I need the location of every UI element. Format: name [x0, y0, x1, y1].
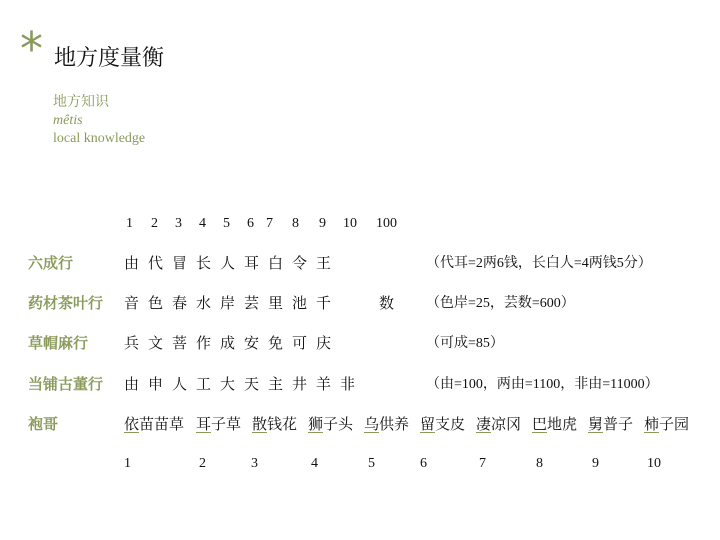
cipher-char: 王 — [316, 256, 332, 272]
subtitle-block — [53, 94, 145, 148]
category-label: 六成行 — [28, 256, 74, 272]
cipher-char: 由 — [124, 256, 140, 272]
cipher-char: 菩 — [172, 336, 188, 352]
code-word-rest: 子草 — [211, 417, 242, 433]
cipher-char: 安 — [244, 336, 260, 352]
bottom-number: 7 — [479, 456, 486, 471]
code-word-first-char: 柿 — [644, 417, 660, 433]
code-word-first-char: 狮 — [308, 417, 324, 433]
cipher-char: 主 — [268, 377, 284, 393]
code-word-rest: 地虎 — [547, 417, 578, 433]
bottom-number: 3 — [251, 456, 258, 471]
cipher-char: 兵 — [124, 336, 140, 352]
cipher-char: 井 — [292, 377, 308, 393]
code-word-first-char: 散 — [252, 417, 268, 433]
code-word-first-char: 乌 — [364, 417, 380, 433]
bottom-number: 5 — [368, 456, 375, 471]
cipher-char: 音 — [124, 296, 140, 312]
top-number: 5 — [223, 216, 230, 231]
code-word-rest: 苗苗草 — [139, 417, 185, 433]
cipher-char: 耳 — [244, 256, 260, 272]
row-note: （代耳=2两6钱，长白人=4两钱5分） — [426, 256, 652, 271]
cipher-char: 可 — [292, 336, 308, 352]
row-note: （可成=85） — [426, 336, 504, 351]
cipher-char: 作 — [196, 336, 212, 352]
cipher-char: 大 — [220, 377, 236, 393]
cipher-char: 芸 — [244, 296, 260, 312]
top-number: 3 — [175, 216, 182, 231]
cipher-char: 池 — [292, 296, 308, 312]
code-word — [308, 415, 353, 435]
category-label: 草帽麻行 — [28, 336, 89, 352]
cipher-char: 人 — [220, 256, 236, 272]
code-word — [644, 415, 689, 435]
top-number: 10 — [343, 216, 357, 231]
cipher-char: 工 — [196, 377, 212, 393]
bottom-number: 8 — [536, 456, 543, 471]
code-word — [364, 415, 409, 435]
code-word-first-char: 巴 — [532, 417, 548, 433]
code-word-rest: 子园 — [659, 417, 690, 433]
cipher-char: 非 — [340, 377, 356, 393]
category-label: 当铺古董行 — [28, 377, 104, 393]
top-number: 7 — [266, 216, 273, 231]
cipher-char: 水 — [196, 296, 212, 312]
code-word — [476, 415, 521, 435]
top-number: 4 — [199, 216, 206, 231]
cipher-char: 春 — [172, 296, 188, 312]
cipher-char: 羊 — [316, 377, 332, 393]
cipher-char: 文 — [148, 336, 164, 352]
bottom-number: 9 — [592, 456, 599, 471]
cipher-char: 人 — [172, 377, 188, 393]
code-word-rest: 凉冈 — [491, 417, 522, 433]
cipher-char: 白 — [268, 256, 284, 272]
code-word-rest: 供养 — [379, 417, 410, 433]
code-word — [252, 415, 297, 435]
code-word-rest: 子头 — [323, 417, 354, 433]
bottom-number: 6 — [420, 456, 427, 471]
cipher-char: 千 — [316, 296, 332, 312]
category-label: 药材茶叶行 — [28, 296, 104, 312]
cipher-char-hundred: 数 — [379, 296, 395, 312]
cipher-char: 里 — [268, 296, 284, 312]
code-word-first-char: 凄 — [476, 417, 492, 433]
code-word — [588, 415, 633, 435]
subtitle-metis: mêtis — [53, 113, 83, 128]
bottom-number: 4 — [311, 456, 318, 471]
cipher-char: 长 — [196, 256, 212, 272]
row-note: （由=100，两由=1100，非由=11000） — [426, 377, 659, 392]
code-word-rest: 支皮 — [435, 417, 466, 433]
code-word-rest: 钱花 — [267, 417, 298, 433]
top-number: 8 — [292, 216, 299, 231]
top-number: 100 — [376, 216, 397, 231]
code-word-first-char: 舅 — [588, 417, 604, 433]
top-number: 2 — [151, 216, 158, 231]
cipher-char: 冒 — [172, 256, 188, 272]
subtitle-chinese: 地方知识 — [53, 95, 109, 110]
bottom-number: 10 — [647, 456, 661, 471]
cipher-char: 代 — [148, 256, 164, 272]
bottom-number: 1 — [124, 456, 131, 471]
cipher-char: 岸 — [220, 296, 236, 312]
top-number: 6 — [247, 216, 254, 231]
category-label: 袍哥 — [28, 417, 59, 433]
cipher-char: 色 — [148, 296, 164, 312]
page-title: 地方度量衡 — [54, 45, 165, 70]
code-word-rest: 普子 — [603, 417, 634, 433]
row-note: （色岸=25，芸数=600） — [426, 296, 575, 311]
top-number: 1 — [126, 216, 133, 231]
cipher-char: 申 — [148, 377, 164, 393]
code-word — [420, 415, 465, 435]
code-word — [196, 415, 241, 435]
cipher-char: 由 — [124, 377, 140, 393]
code-word — [532, 415, 577, 435]
top-number: 9 — [319, 216, 326, 231]
cipher-char: 成 — [220, 336, 236, 352]
code-word-first-char: 依 — [124, 417, 140, 433]
cipher-char: 免 — [268, 336, 284, 352]
cipher-char: 庆 — [316, 336, 332, 352]
asterisk-icon: * — [20, 22, 43, 76]
subtitle-english: local knowledge — [53, 131, 146, 146]
bottom-number: 2 — [199, 456, 206, 471]
cipher-char: 天 — [244, 377, 260, 393]
code-word-first-char: 留 — [420, 417, 436, 433]
cipher-char: 令 — [292, 256, 308, 272]
code-word-first-char: 耳 — [196, 417, 212, 433]
code-word — [124, 415, 184, 435]
